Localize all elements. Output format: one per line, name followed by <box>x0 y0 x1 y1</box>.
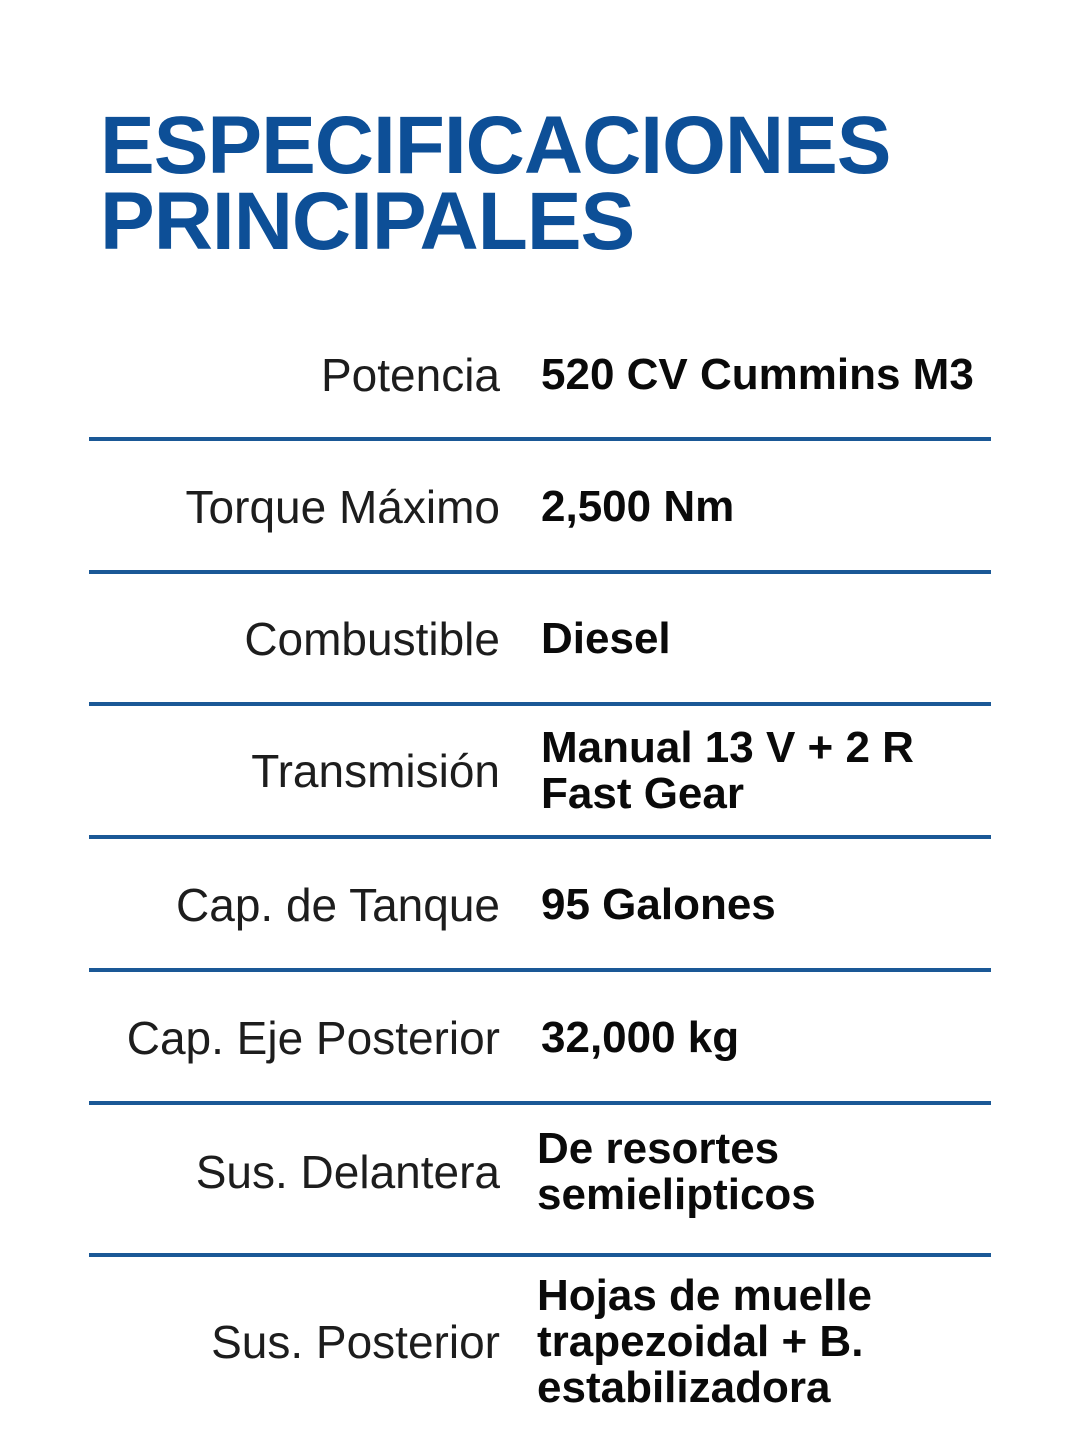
spec-label: Torque Máximo <box>185 481 500 533</box>
spec-value <box>537 1273 872 1411</box>
spec-label: Transmisión <box>251 745 500 797</box>
spec-row-sus-posterior <box>0 1272 1080 1412</box>
page-title-line-1: ESPECIFICACIONES <box>100 100 891 191</box>
spec-row-eje-posterior <box>0 993 1080 1083</box>
spec-value-line: 95 Galones <box>541 880 776 929</box>
spec-label: Potencia <box>320 349 500 401</box>
spec-row-transmision <box>0 725 1080 817</box>
spec-value-line: 520 CV Cummins M3 <box>541 350 974 399</box>
spec-value <box>541 1015 739 1061</box>
spec-value <box>541 616 671 662</box>
spec-value-line: Manual 13 V + 2 R <box>541 723 914 772</box>
page-title <box>100 100 891 267</box>
spec-value-line: Fast Gear <box>541 769 744 818</box>
spec-value-line: De resortes <box>537 1124 780 1173</box>
spec-value-line: trapezoidal + B. <box>537 1317 864 1366</box>
spec-divider <box>89 702 991 706</box>
spec-value-line: 32,000 kg <box>541 1013 740 1062</box>
spec-divider <box>89 1101 991 1105</box>
spec-divider <box>89 1253 991 1257</box>
spec-label: Sus. Posterior <box>211 1316 500 1368</box>
spec-value <box>541 352 974 398</box>
spec-row-tanque <box>0 860 1080 950</box>
spec-value-line: Diesel <box>541 614 671 663</box>
page-title-line-2: PRINCIPALES <box>100 176 635 267</box>
spec-divider <box>89 835 991 839</box>
spec-label: Combustible <box>244 613 500 665</box>
spec-label: Cap. Eje Posterior <box>126 1012 500 1064</box>
spec-value-line: Hojas de muelle <box>537 1271 873 1320</box>
spec-label: Cap. de Tanque <box>176 879 500 931</box>
spec-row-torque <box>0 462 1080 552</box>
spec-value-line: estabilizadora <box>537 1363 831 1412</box>
spec-divider <box>89 968 991 972</box>
spec-value <box>541 484 734 530</box>
spec-value-line: semielipticos <box>537 1170 816 1219</box>
spec-row-sus-delantera <box>0 1126 1080 1218</box>
spec-divider <box>89 570 991 574</box>
spec-value-line: 2,500 Nm <box>541 482 735 531</box>
spec-value <box>541 882 776 928</box>
spec-divider <box>89 437 991 441</box>
spec-value <box>541 725 914 817</box>
spec-label: Sus. Delantera <box>195 1146 500 1198</box>
spec-value <box>537 1126 816 1218</box>
spec-row-potencia <box>0 330 1080 420</box>
spec-row-combustible <box>0 594 1080 684</box>
